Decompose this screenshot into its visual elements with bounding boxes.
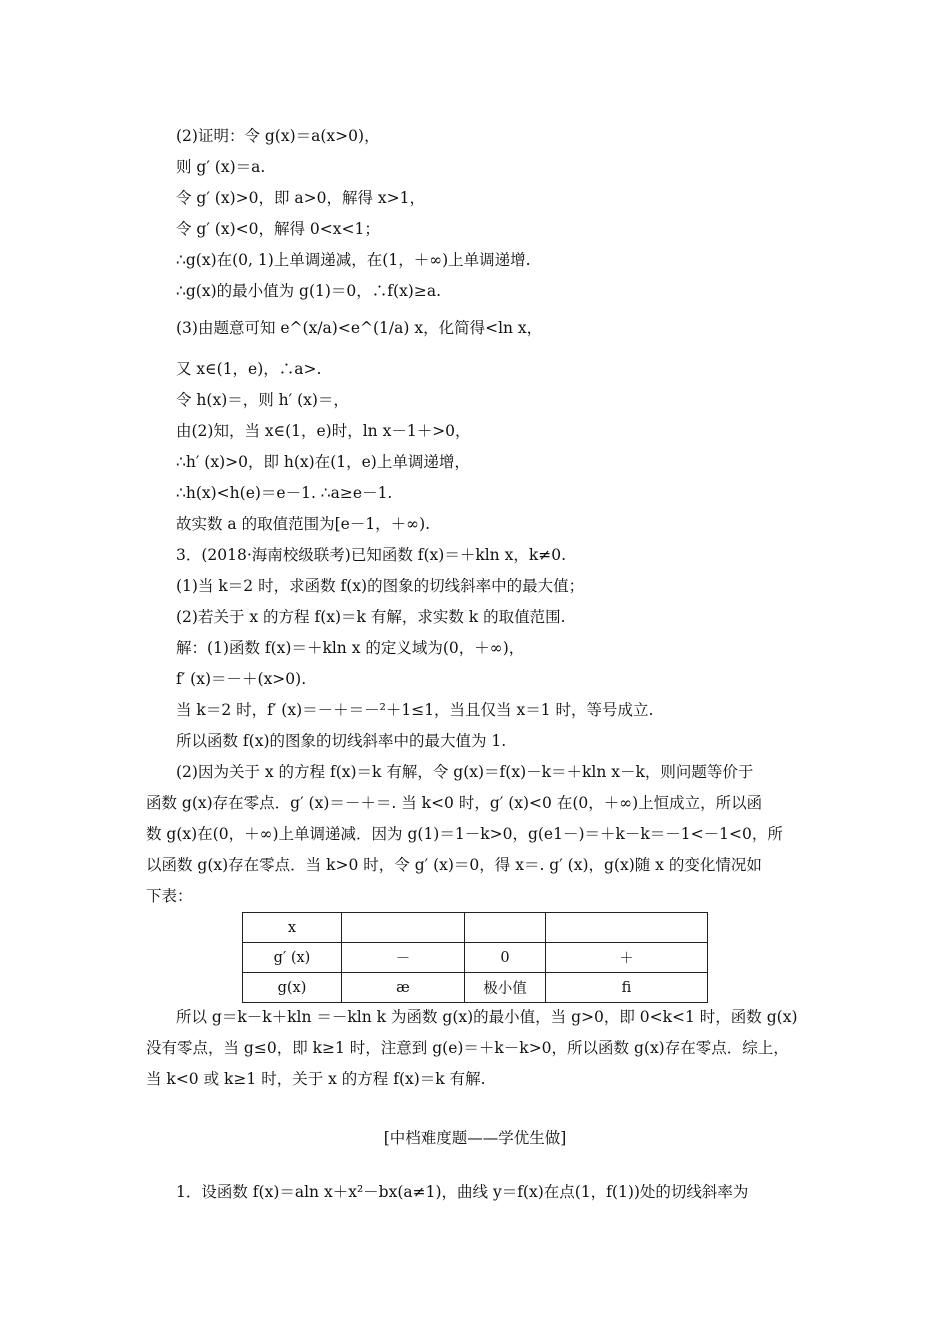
paragraph-line: 1．设函数 f(x)＝aln x＋x²－bx(a≠1)，曲线 y＝f(x)在点(1，f(1))处的切线斜率为	[176, 1183, 749, 1201]
line: f′ (x)＝－＋(x>0).	[176, 670, 307, 688]
line: 又 x∈(1，e)，∴a>.	[176, 360, 322, 378]
paragraph-line: 当 k<0 或 k≥1 时，关于 x 的方程 f(x)＝k 有解.	[146, 1070, 486, 1088]
table-cell: æ	[342, 973, 465, 1003]
line: 故实数 a 的取值范围为[e－1，＋∞).	[176, 515, 431, 533]
table-cell: g′ (x)	[243, 943, 342, 973]
table-cell: ＋	[546, 943, 708, 973]
table-row	[243, 913, 708, 943]
line: 解：(1)函数 f(x)＝＋kln x 的定义域为(0，＋∞)，	[176, 639, 525, 657]
paragraph-line: 以函数 g(x)存在零点．当 k>0 时，令 g′ (x)＝0，得 x＝. g′ (x)，g(x)随 x 的变化情况如	[146, 856, 762, 874]
table-cell	[546, 913, 708, 943]
line: (2)证明：令 g(x)＝a(x>0)，	[176, 127, 380, 145]
table-cell	[342, 913, 465, 943]
paragraph-line: 数 g(x)在(0，＋∞)上单调递减．因为 g(1)＝1－k>0，g(e1－)＝＋k－k＝－1<－1<0，所	[146, 825, 783, 843]
line: 当 k＝2 时，f′ (x)＝－＋＝－²＋1≤1，当且仅当 x＝1 时，等号成立.	[176, 701, 654, 719]
table-cell: －	[342, 943, 465, 973]
table-cell	[465, 913, 546, 943]
line: (2)若关于 x 的方程 f(x)＝k 有解，求实数 k 的取值范围.	[176, 608, 566, 626]
table-cell: 极小值	[465, 973, 546, 1003]
line: 令 h(x)＝，则 h′ (x)＝，	[176, 391, 349, 409]
table-cell: ﬁ	[546, 973, 708, 1003]
line: (1)当 k＝2 时，求函数 f(x)的图象的切线斜率中的最大值；	[176, 577, 585, 595]
table-cell: g(x)	[243, 973, 342, 1003]
section-title: [中档难度题——学优生做]	[383, 1129, 567, 1147]
line: 由(2)知，当 x∈(1，e)时，ln x－1＋>0，	[176, 422, 471, 440]
variation-table	[242, 912, 708, 1003]
line: ∴g(x)的最小值为 g(1)＝0，∴f(x)≥a.	[176, 282, 442, 300]
table-cell: 0	[465, 943, 546, 973]
line: ∴h(x)<h(e)＝e－1. ∴a≥e－1.	[176, 484, 393, 502]
paragraph-line: (2)因为关于 x 的方程 f(x)＝k 有解，令 g(x)＝f(x)－k＝＋kln x－k，则问题等价于	[176, 763, 754, 781]
line: ∴g(x)在(0, 1)上单调递减，在(1，＋∞)上单调递增.	[176, 251, 531, 269]
paragraph-line: 没有零点，当 g≤0，即 k≥1 时，注意到 g(e)＝＋k－k>0，所以函数 g(x)存在零点．综上，	[146, 1039, 789, 1057]
paragraph-line: 下表：	[146, 887, 193, 905]
line: (3)由题意可知 e^(x/a)<e^(1/a) x，化简得<ln x，	[176, 319, 543, 337]
paragraph-line: 函数 g(x)存在零点．g′ (x)＝－＋＝. 当 k<0 时，g′ (x)<0 在(0，＋∞)上恒成立，所以函	[146, 794, 763, 812]
table-row	[243, 973, 708, 1003]
problem-3-heading: 3．(2018·海南校级联考)已知函数 f(x)＝＋kln x，k≠0.	[176, 546, 566, 564]
table-cell: x	[243, 913, 342, 943]
line: 则 g′ (x)＝a.	[176, 158, 266, 176]
line: 令 g′ (x)<0，解得 0<x<1；	[176, 220, 380, 238]
line: 令 g′ (x)>0，即 a>0，解得 x>1，	[176, 189, 426, 207]
paragraph-line: 所以 g＝k－k＋kln ＝－kln k 为函数 g(x)的最小值，当 g>0，即 0<k<1 时，函数 g(x)	[176, 1008, 798, 1026]
table-row	[243, 943, 708, 973]
line: ∴h′ (x)>0，即 h(x)在(1，e)上单调递增，	[176, 453, 470, 471]
line: 所以函数 f(x)的图象的切线斜率中的最大值为 1.	[176, 732, 507, 750]
